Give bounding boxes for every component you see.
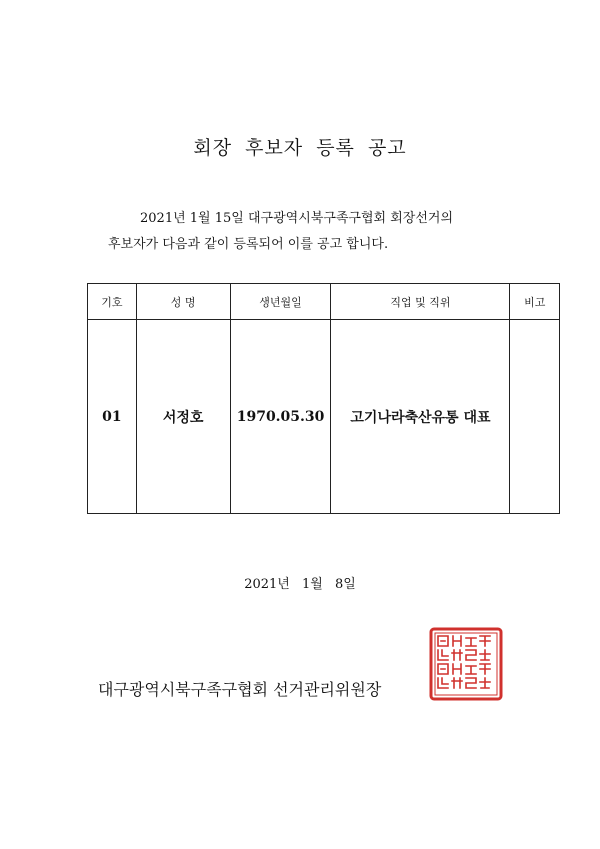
seal-glyph	[438, 664, 448, 674]
document-title: 회장 후보자 등록 공고	[193, 137, 407, 159]
header-number: 기호	[88, 284, 137, 320]
seal-glyph	[466, 650, 476, 660]
seal-glyph	[438, 678, 448, 688]
seal-glyph	[453, 636, 461, 646]
seal-glyph	[480, 678, 490, 688]
header-occupation: 직업 및 직위	[331, 284, 510, 320]
cell-name: 서정호	[136, 320, 230, 514]
cell-number: 01	[88, 320, 137, 514]
candidate-table	[87, 283, 560, 514]
seal-glyph	[466, 638, 476, 646]
seal-glyph	[438, 650, 448, 660]
seal-glyph	[453, 664, 461, 674]
announcement-date: 2021년 1월 8일	[244, 577, 356, 592]
cell-remarks	[510, 320, 560, 514]
intro-line-1: 2021년 1월 15일 대구광역시북구족구협회 회장선거의	[140, 211, 454, 226]
official-seal-stamp	[429, 627, 503, 701]
seal-glyph	[480, 650, 490, 660]
seal-glyph	[452, 678, 462, 688]
header-remarks: 비고	[510, 284, 560, 320]
signature-line: 대구광역시북구족구협회 선거관리위원장	[98, 680, 382, 699]
table-header-row	[88, 284, 560, 320]
intro-line-2: 후보자가 다음과 같이 등록되어 이를 공고 합니다.	[108, 237, 389, 252]
seal-glyph	[466, 678, 476, 688]
seal-glyph	[466, 666, 476, 674]
header-birthdate: 생년월일	[230, 284, 331, 320]
cell-occupation: 고기나라축산유통 대표	[331, 320, 510, 514]
seal-glyph	[452, 650, 462, 660]
seal-glyph	[438, 636, 448, 646]
header-name: 성 명	[136, 284, 230, 320]
cell-birthdate: 1970.05.30	[230, 320, 331, 514]
table-row	[88, 320, 560, 514]
seal-glyph	[480, 664, 490, 674]
seal-glyph	[480, 636, 490, 646]
